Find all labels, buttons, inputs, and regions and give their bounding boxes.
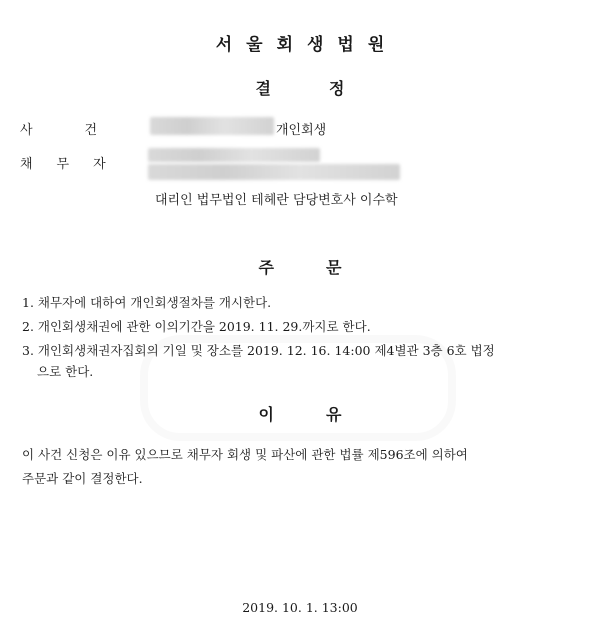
debtor-label: 채무자 xyxy=(20,157,130,172)
order-item: 3. 개인회생채권자집회의 기일 및 장소를 2019. 12. 16. 14:00 제4별관 3층 6호 법정 xyxy=(22,343,495,358)
case-label: 사건 xyxy=(20,123,150,138)
document-type: 결정 xyxy=(255,79,403,98)
order-item-continuation: 으로 한다. xyxy=(37,364,94,379)
order-item: 1. 채무자에 대하여 개인회생절차를 개시한다. xyxy=(22,295,272,310)
legal-agent: 대리인 법무법인 테헤란 담당변호사 이수학 xyxy=(155,193,398,208)
reason-text: 이 사건 신청은 이유 있으므로 채무자 회생 및 파산에 관한 법률 제596조에 의하여 xyxy=(22,447,468,462)
decision-date: 2019. 10. 1. 13:00 xyxy=(242,600,358,615)
redacted-debtor-info xyxy=(148,148,320,162)
order-item: 2. 개인회생채권에 관한 이의기간을 2019. 11. 29.까지로 한다. xyxy=(22,319,371,334)
order-heading: 주문 xyxy=(258,258,394,277)
redacted-debtor-address xyxy=(148,164,400,180)
case-type: 개인회생 xyxy=(276,123,327,138)
court-name: 서울회생법원 xyxy=(215,35,399,55)
reason-text: 주문과 같이 결정한다. xyxy=(22,471,143,486)
redacted-case-number xyxy=(150,117,274,135)
reason-heading: 이유 xyxy=(258,405,394,424)
